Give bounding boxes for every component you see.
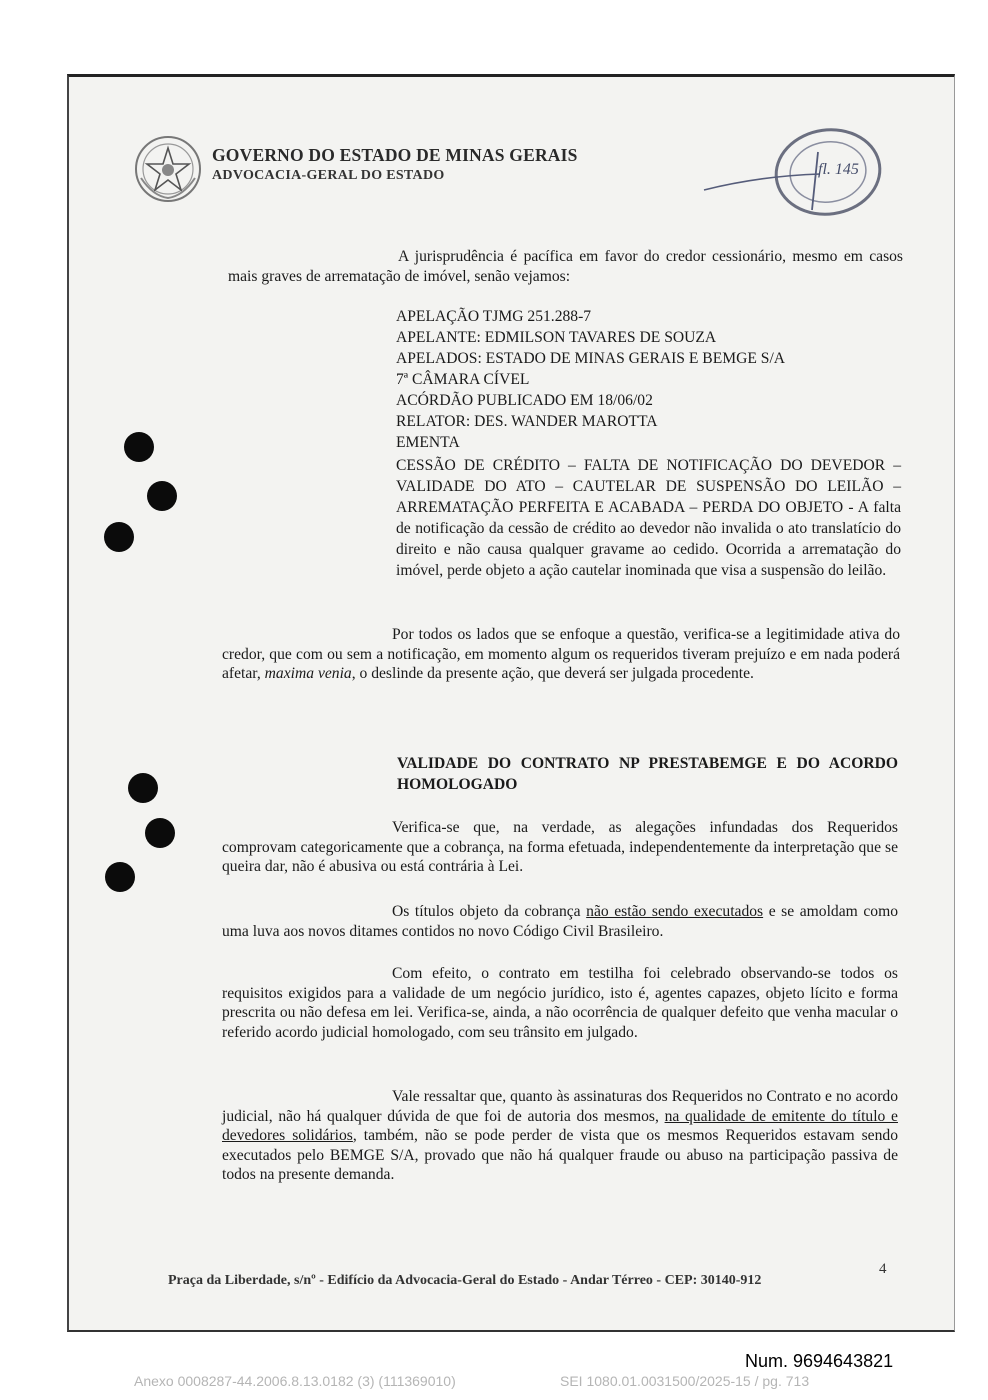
header-subtitle: ADVOCACIA-GERAL DO ESTADO [212, 168, 445, 183]
legitimacy-paragraph: Por todos os lados que se enfoque a questão, verifica-se a legitimidade ativa do credor, que com ou sem a notificação, em momento algum os requeridos tiveram prejuízo e em nada poderá afetar, maxima venia, o deslinde da presente ação, que deverá ser julgada procedente. [222, 626, 900, 682]
punch-hole [128, 773, 158, 803]
coat-of-arms-icon [133, 134, 203, 204]
punch-hole [145, 818, 175, 848]
intro-paragraph: A jurisprudência é pacífica em favor do credor cessionário, mesmo em casos mais graves de arrematação de imóvel, senão vejamos: [228, 248, 903, 285]
citation-line: RELATOR: DES. WANDER MAROTTA [396, 413, 658, 430]
punch-hole [104, 522, 134, 552]
citation-block [396, 306, 901, 453]
page-number: 4 [879, 1261, 887, 1277]
footer-address: Praça da Liberdade, s/nº - Edifício da Advocacia-Geral do Estado - Andar Térreo - CEP: 30140-912 [168, 1273, 762, 1288]
document-number: Num. 9694643821 [745, 1351, 894, 1371]
citation-line: 7ª CÂMARA CÍVEL [396, 371, 530, 388]
citation-line: EMENTA [396, 434, 460, 451]
citation-line: APELANTE: EDMILSON TAVARES DE SOUZA [396, 329, 717, 346]
paragraph-contract: Com efeito, o contrato em testilha foi celebrado observando-se todos os requisitos exigidos para a validade de um negócio jurídico, isto é, agentes capazes, objeto lícito e forma prescrita ou não defesa em lei. Verifica-se, ainda, a não ocorrência de qualquer defeito que venha macular o referido acordo judicial homologado, com seu trânsito em julgado. [222, 965, 898, 1041]
punch-hole [124, 432, 154, 462]
citation-line: ACÓRDÃO PUBLICADO EM 18/06/02 [396, 392, 653, 409]
punch-hole [147, 481, 177, 511]
paragraph-signatures: Vale ressaltar que, quanto às assinaturas dos Requeridos no Contrato e no acordo judicial, não há qualquer dúvida de que foi de autoria dos mesmos, na qualidade de emitente do título e devedores solidários, também, não se pode perder de vista que os mesmos Requeridos estavam sendo executados pelo BEMGE S/A, provado que não há qualquer fraude ou abuso na participação passiva de todos na presente demanda. [222, 1088, 898, 1183]
stamp-number: fl. 145 [818, 161, 859, 178]
annex-reference: Anexo 0008287-44.2006.8.13.0182 (3) (111369010) [134, 1373, 456, 1389]
citation-line: APELAÇÃO TJMG 251.288-7 [396, 308, 592, 325]
paragraph-allegations: Verifica-se que, na verdade, as alegações infundadas dos Requeridos comprovam categoricamente que a cobrança, na forma efetuada, independentemente da interpretação que se queira dar, não é abusiva ou está contrária à Lei. [222, 819, 898, 875]
header-title: GOVERNO DO ESTADO DE MINAS GERAIS [212, 145, 578, 165]
court-stamp-icon [700, 124, 890, 224]
paragraph-titles: Os títulos objeto da cobrança não estão sendo executados e se amoldam como uma luva aos novos ditames contidos no novo Código Civil Brasileiro. [222, 903, 898, 940]
section-heading: VALIDADE DO CONTRATO NP PRESTABEMGE E DO ACORDO HOMOLOGADO [397, 755, 898, 793]
sei-reference: SEI 1080.01.0031500/2025-15 / pg. 713 [560, 1373, 810, 1389]
citation-line: APELADOS: ESTADO DE MINAS GERAIS E BEMGE S/A [396, 350, 786, 367]
punch-hole [105, 862, 135, 892]
ementa-text: CESSÃO DE CRÉDITO – FALTA DE NOTIFICAÇÃO DO DEVEDOR – VALIDADE DO ATO – CAUTELAR DE SUSPENSÃO DO LEILÃO – ARREMATAÇÃO PERFEITA E ACABADA – PERDA DO OBJETO - A falta de notificação da cessão de crédito ao devedor não invalida o ato translatício do direito e não causa qualquer gravame ao cedido. Ocorrida a arrematação do imóvel, perde objeto a ação cautelar inominada que visa a suspensão do leilão. [396, 457, 901, 579]
